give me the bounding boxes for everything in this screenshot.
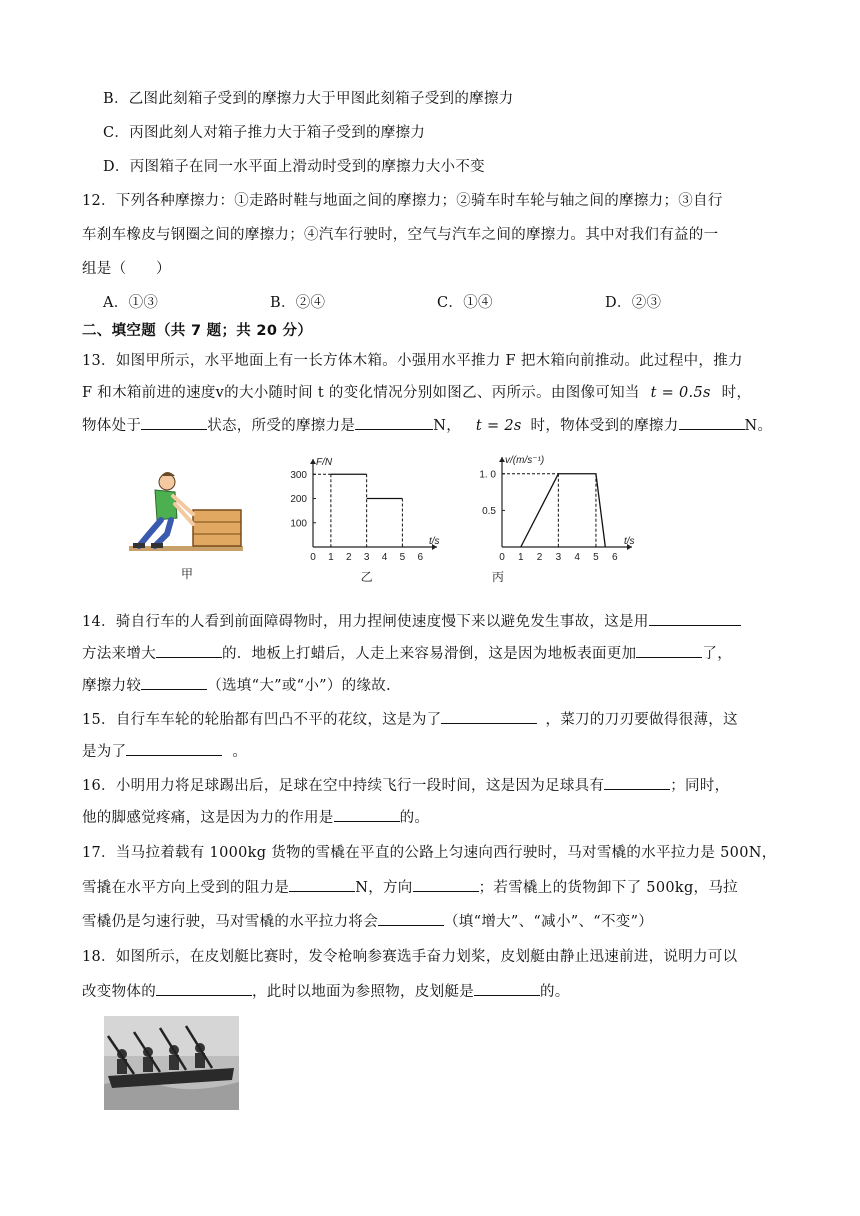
q17-text: 雪撬在水平方向上受到的阻力是: [82, 880, 290, 896]
q15-text: 是为了: [82, 744, 127, 760]
velocity-time-chart: [460, 455, 645, 590]
q15-text: 。: [232, 744, 248, 760]
q15-line-2: [82, 740, 247, 763]
q12-choice-c: C．①④: [437, 295, 493, 311]
answer-blank[interactable]: [679, 414, 745, 430]
q12-choices: [0, 292, 860, 314]
x-tick-label: 0: [310, 552, 316, 563]
q17-line-2: [82, 876, 738, 899]
figure-caption-jia: 甲: [181, 567, 194, 581]
q13-math: t = 2s: [475, 418, 522, 434]
q12-line-2: 车刹车橡皮与钢圈之间的摩擦力；④汽车行驶时，空气与汽车之间的摩擦力。其中对我们有益的一: [82, 227, 719, 243]
q14-line-1: [82, 610, 741, 633]
x-tick-label: 1: [328, 552, 334, 563]
q12-line-1: 12．下列各种摩擦力：①走路时鞋与地面之间的摩擦力；②骑车时车轮与轴之间的摩擦力；③自行: [82, 193, 723, 209]
answer-blank[interactable]: [355, 414, 433, 430]
q16-line-2: [82, 806, 429, 829]
q17-text: （填“增大”、“减小”、“不变”）: [444, 914, 654, 930]
figure-caption-bing: 丙: [491, 570, 505, 584]
q17-line-3: [82, 910, 653, 933]
q14-text: 摩擦力较: [82, 678, 142, 694]
answer-blank[interactable]: [141, 674, 207, 690]
x-axis-label: t/s: [429, 536, 440, 547]
q11-option-d: D．丙图箱子在同一水平面上滑动时受到的摩擦力大小不变: [103, 159, 485, 175]
q11-option-b: B．乙图此刻箱子受到的摩擦力大于甲图此刻箱子受到的摩擦力: [103, 91, 514, 107]
q13-math: t = 0.5s: [650, 385, 711, 401]
q16-text: 他的脚感觉疼痛，这是因为力的作用是: [82, 810, 334, 826]
kayak-race-photo: [104, 1016, 239, 1110]
q13-text: 物体处于: [82, 418, 142, 434]
q13-text: 时，: [721, 385, 752, 401]
y-tick-label: 200: [290, 494, 307, 506]
x-tick-label: 1: [518, 552, 524, 563]
q12-choice-d: D．②③: [605, 295, 662, 311]
answer-blank[interactable]: [334, 806, 400, 822]
x-tick-label: 5: [399, 552, 406, 563]
x-tick-label: 4: [381, 552, 388, 563]
q17-line-1: 17．当马拉着载有 1000kg 货物的雪橇在平直的公路上匀速向西行驶时，马对雪橇的水平拉力是 500N，: [82, 845, 777, 861]
q13-text: N，: [433, 418, 461, 434]
answer-blank[interactable]: [441, 708, 537, 724]
answer-blank[interactable]: [141, 414, 207, 430]
q16-text: ；同时，: [670, 778, 730, 794]
q13-text: 状态，所受的摩擦力是: [207, 418, 356, 434]
y-tick-label: 0.5: [482, 505, 496, 517]
x-tick-label: 0: [499, 552, 505, 563]
answer-blank[interactable]: [289, 876, 355, 892]
y-axis-label: F/N: [316, 457, 333, 468]
q14-text: （选填“大”或“小”）的缘故.: [207, 678, 391, 694]
answer-blank[interactable]: [636, 642, 702, 658]
q15-text: ，菜刀的刀刃要做得很薄，这: [545, 712, 738, 728]
q16-text: 16．小明用力将足球踢出后，足球在空中持续飞行一段时间，这是因为足球具有: [82, 778, 605, 794]
q18-text: 的。: [540, 984, 570, 1000]
q13-text: F 和木箱前进的速度v的大小随时间 t 的变化情况分别如图乙、丙所示。由图像可知当: [82, 385, 640, 401]
q18-line-2: [82, 980, 570, 1003]
velocity-line: [521, 474, 606, 547]
q12-choice-a: A．①③: [103, 295, 159, 311]
x-tick-label: 3: [363, 552, 370, 563]
q14-text: 14．骑自行车的人看到前面障碍物时，用力捏闸使速度慢下来以避免发生事故，这是用: [82, 614, 649, 630]
q12-line-3: 组是（ ）: [82, 261, 171, 277]
answer-blank[interactable]: [156, 642, 222, 658]
q15-text: 15．自行车车轮的轮胎都有凹凸不平的花纹，这是为了: [82, 712, 442, 728]
q12-choice-b: B．②④: [270, 295, 326, 311]
q14-text: 的．地板上打蜡后，人走上来容易滑倒，这是因为地板表面更加: [222, 646, 637, 662]
q16-text: 的。: [399, 810, 430, 826]
q17-text: ；若雪橇上的货物卸下了 500kg，马拉: [478, 880, 738, 896]
x-axis-label: t/s: [624, 536, 635, 547]
x-tick-label: 3: [555, 552, 562, 563]
q18-text: ，此时以地面为参照物，皮划艇是: [252, 984, 474, 1000]
y-tick-label: 300: [290, 469, 307, 481]
q14-text: 方法来增大: [82, 646, 156, 662]
answer-blank[interactable]: [649, 610, 741, 626]
q18-text: 改变物体的: [82, 984, 156, 1000]
q13-line-1: 13．如图甲所示，水平地面上有一长方体木箱。小强用水平推力 F 把木箱向前推动。此过程中，推力: [82, 353, 743, 369]
answer-blank[interactable]: [604, 774, 670, 790]
q16-line-1: [82, 774, 729, 797]
y-axis-label: v/(m/s⁻¹): [505, 455, 545, 466]
q14-line-3: [82, 674, 391, 697]
answer-blank[interactable]: [126, 740, 222, 756]
answer-blank[interactable]: [378, 910, 444, 926]
figure-jia: [125, 460, 250, 585]
answer-blank[interactable]: [474, 980, 540, 996]
force-time-chart: [275, 455, 445, 590]
x-tick-label: 2: [345, 552, 352, 563]
figure-caption-yi: 乙: [360, 570, 373, 584]
x-tick-label: 2: [536, 552, 543, 563]
q13-text: 时，物体受到的摩擦力: [530, 418, 679, 434]
x-tick-label: 5: [593, 552, 599, 563]
q11-option-c: C．丙图此刻人对箱子推力大于箱子受到的摩擦力: [103, 125, 426, 141]
q18-line-1: 18．如图所示，在皮划艇比赛时，发令枪响参赛选手奋力划桨，皮划艇由静止迅速前进，说明力可以: [82, 949, 738, 965]
q13-text: N。: [744, 418, 773, 434]
answer-blank[interactable]: [156, 980, 252, 996]
q13-line-2: [82, 382, 751, 404]
person-pushing-icon: [133, 472, 193, 548]
q15-line-1: [82, 708, 738, 731]
section-heading: 二、填空题（共 7 题；共 20 分）: [82, 323, 313, 339]
y-tick-label: 100: [290, 518, 307, 530]
q17-text: 雪橇仍是匀速行驶，马对雪橇的水平拉力将会: [82, 914, 378, 930]
q14-line-2: [82, 642, 732, 665]
x-tick-label: 6: [417, 552, 424, 563]
q13-line-3: [82, 414, 772, 437]
x-tick-label: 4: [574, 552, 580, 563]
answer-blank[interactable]: [413, 876, 479, 892]
q17-text: N，方向: [355, 880, 413, 896]
y-tick-label: 1. 0: [479, 469, 496, 481]
x-tick-label: 6: [611, 552, 618, 563]
wooden-box-icon: [193, 510, 241, 546]
q14-text: 了，: [702, 646, 733, 662]
